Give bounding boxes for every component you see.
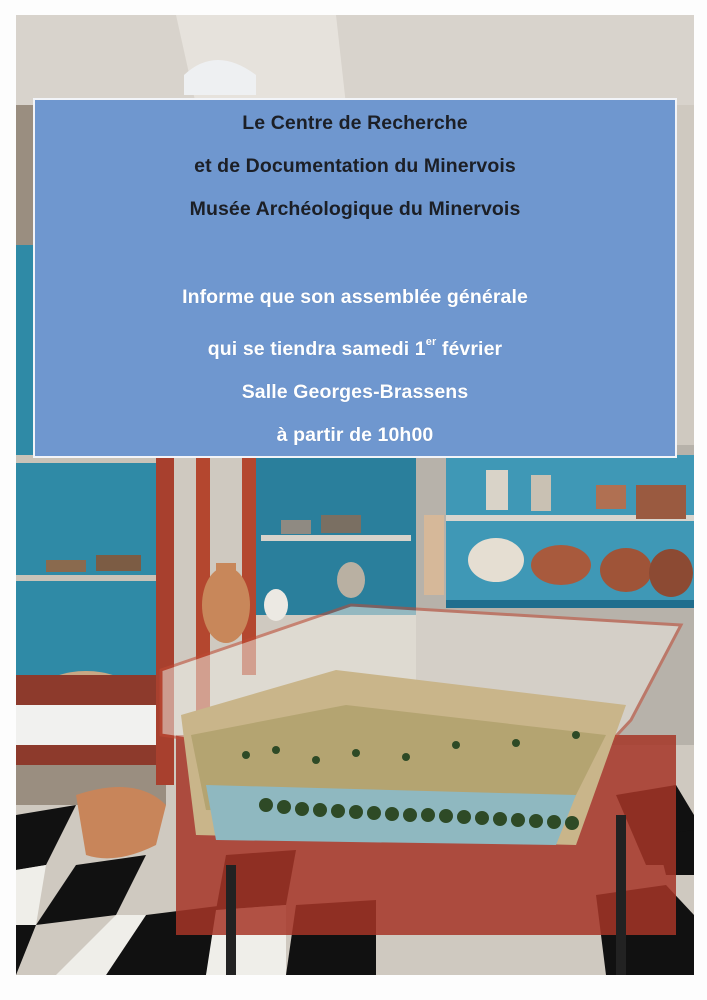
announcement-line-1: Informe que son assemblée générale	[182, 286, 528, 308]
announcement-month-text: février	[436, 338, 503, 360]
announcement-line-3: Salle Georges-Brassens	[241, 381, 469, 403]
header-line-3: Musée Archéologique du Minervois	[189, 198, 521, 220]
announcement-date-text: qui se tiendra samedi 1	[207, 338, 426, 360]
announcement-line-2	[35, 336, 675, 361]
ordinal-superscript: er	[425, 336, 437, 348]
header-line-2: et de Documentation du Minervois	[194, 155, 516, 177]
announcement-line-4: à partir de 10h00	[276, 424, 434, 446]
header-line-1: Le Centre de Recherche	[242, 112, 468, 134]
announcement-banner	[33, 98, 677, 458]
